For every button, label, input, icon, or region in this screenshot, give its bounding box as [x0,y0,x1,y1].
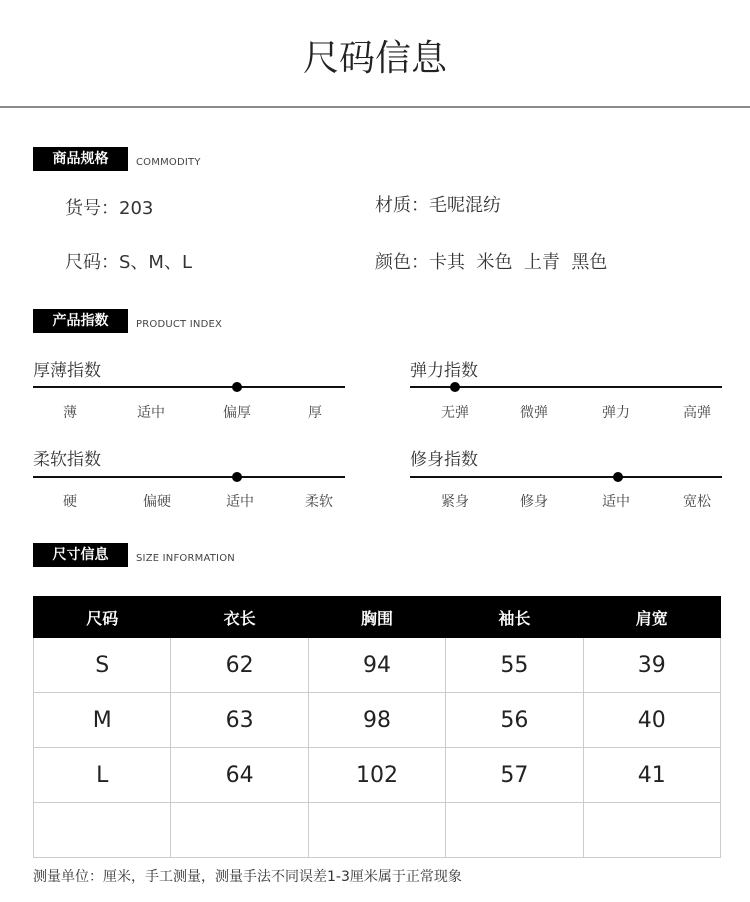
table-cell [34,803,171,858]
thickness-index-title: 厚薄指数 [33,361,101,381]
table-row [34,748,721,803]
table-cell [583,803,720,858]
table-cell: L [34,748,171,803]
fit-indicator-dot [613,472,623,482]
table-cell [171,803,308,858]
table-row [34,693,721,748]
fit-label: 适中 [602,494,630,510]
table-cell: 56 [446,693,583,748]
fit-scale-line [410,476,722,478]
fit-label: 修身 [520,494,548,510]
header-divider [0,106,750,108]
fit-label: 宽松 [683,494,711,510]
thickness-label: 厚 [308,405,322,421]
product-index-tag-en: PRODUCT INDEX [136,319,223,330]
table-cell: 39 [583,638,720,693]
table-cell: 64 [171,748,308,803]
colors: 颜色：卡其 米色 上青 黑色 [375,252,608,273]
page-title: 尺码信息 [302,38,447,79]
table-header-cell: 袖长 [446,597,583,638]
table-cell [308,803,445,858]
table-header-cell: 肩宽 [583,597,720,638]
table-cell: S [34,638,171,693]
commodity-tag: 商品规格 [33,147,128,171]
elasticity-indicator-dot [450,382,460,392]
table-cell: 57 [446,748,583,803]
softness-label: 适中 [226,494,254,510]
elasticity-label: 高弹 [683,405,711,421]
material: 材质：毛呢混纺 [375,195,501,216]
thickness-indicator-dot [232,382,242,392]
thickness-label: 适中 [137,405,165,421]
elasticity-label: 微弹 [520,405,548,421]
table-header-cell: 尺码 [34,597,171,638]
thickness-label: 偏厚 [223,405,251,421]
table-header-cell: 衣长 [171,597,308,638]
size-table [33,596,721,858]
item-number: 货号：203 [65,198,154,219]
thickness-scale-line [33,386,345,388]
table-cell: 98 [308,693,445,748]
softness-label: 偏硬 [143,494,171,510]
commodity-tag-en: COMMODITY [136,157,201,168]
table-cell: 41 [583,748,720,803]
table-cell [446,803,583,858]
table-cell: M [34,693,171,748]
fit-label: 紧身 [441,494,469,510]
elasticity-label: 弹力 [602,405,630,421]
table-cell: 63 [171,693,308,748]
size-info-tag-en: SIZE INFORMATION [136,553,235,564]
measurement-note: 测量单位：厘米，手工测量，测量手法不同误差1-3厘米属于正常现象 [33,869,462,885]
table-header-row [34,597,721,638]
table-cell: 55 [446,638,583,693]
elasticity-label: 无弹 [441,405,469,421]
softness-indicator-dot [232,472,242,482]
table-cell: 62 [171,638,308,693]
softness-index-title: 柔软指数 [33,450,101,470]
softness-label: 柔软 [305,494,333,510]
size-info-tag: 尺寸信息 [33,543,128,567]
sizes: 尺码：S、M、L [65,252,192,273]
table-cell: 102 [308,748,445,803]
elasticity-index-title: 弹力指数 [410,361,478,381]
softness-scale-line [33,476,345,478]
table-cell: 94 [308,638,445,693]
thickness-label: 薄 [63,405,77,421]
softness-label: 硬 [63,494,77,510]
table-cell: 40 [583,693,720,748]
table-row [34,803,721,858]
product-index-tag: 产品指数 [33,309,128,333]
table-header-cell: 胸围 [308,597,445,638]
fit-index-title: 修身指数 [410,450,478,470]
table-row [34,638,721,693]
